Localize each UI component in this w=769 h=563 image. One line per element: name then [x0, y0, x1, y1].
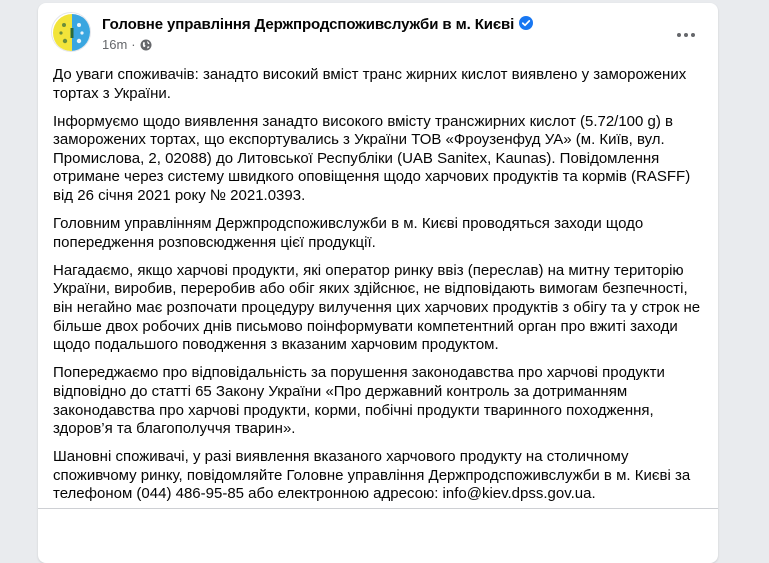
post-meta [102, 37, 152, 52]
post-paragraph-measures: Головним управлінням Держпродспоживслужби в м. Києві проводяться заходи щодо попередження розповсюдження цієї продукції. [53, 215, 644, 251]
page-name-text: Головне управління Держпродспоживслужби в м. Києві [102, 16, 515, 33]
post-paragraph-reminder: Нагадаємо, якщо харчові продукти, які оператор ринку ввіз (переслав) на митну територію України, виробив, переробив або обіг яких здійснює, не відповідають вимогам безпечності, він негайно має розпочати процедуру вилучення цих харчових продуктів з обігу та у строк не більше двох робочих днів письмово поінформувати компетентний орган про вжиті заходи щодо подальшого поводження з вказаним харчовим продуктом. [53, 261, 701, 354]
post-paragraph-contact: Шановні споживачі, у разі виявлення вказаного харчового продукту на столичному споживчому ринку, повідомляйте Головне управління Держпродспоживслужби в м. Києві за телефоном (044) 486-95-85 або електронною адресою: info@kiev.dpss.gov.ua. [53, 448, 691, 503]
avatar-logo-icon [52, 13, 91, 52]
agency-logo-avatar[interactable] [51, 12, 91, 52]
post-header [38, 3, 718, 63]
verified-badge-icon [519, 16, 533, 30]
post-timestamp[interactable]: 16m [102, 37, 128, 52]
meta-separator: · [131, 37, 136, 52]
post-body [53, 66, 703, 504]
more-options-button[interactable] [670, 19, 702, 51]
more-options-icon [677, 33, 695, 37]
post-footer-divider [38, 508, 718, 509]
page-name-link[interactable] [102, 16, 533, 33]
post-paragraph-details: Інформуємо щодо виявлення занадто високого вмісту трансжирних кислот (5.72/100 g) в заморожених тортах, що експортувались з України ТОВ «Фроузенфуд УА» (м. Київ, вул. Промислова, 2, 02088) до Литовської Республіки (UAB Sanitex, Kaunas). Повідомлення отримане через систему швидкого оповіщення щодо харчових продуктів та кормів (RASFF) від 26 січня 2021 року № 2021.0393. [53, 112, 691, 205]
post-paragraph-warning: Попереджаємо про відповідальність за порушення законодавства про харчові продукти відповідно до статті 65 Закону України «Про державний контроль за дотриманням законодавства про харчові продукти, корми, побічні продукти тваринного походження, здоров’я та благополуччя тварин». [53, 364, 665, 438]
post-card [38, 3, 718, 563]
globe-icon[interactable] [140, 39, 152, 51]
post-paragraph-headline: До уваги споживачів: занадто високий вміст транс жирних кислот виявлено у заморожених тортах з України. [53, 66, 687, 102]
